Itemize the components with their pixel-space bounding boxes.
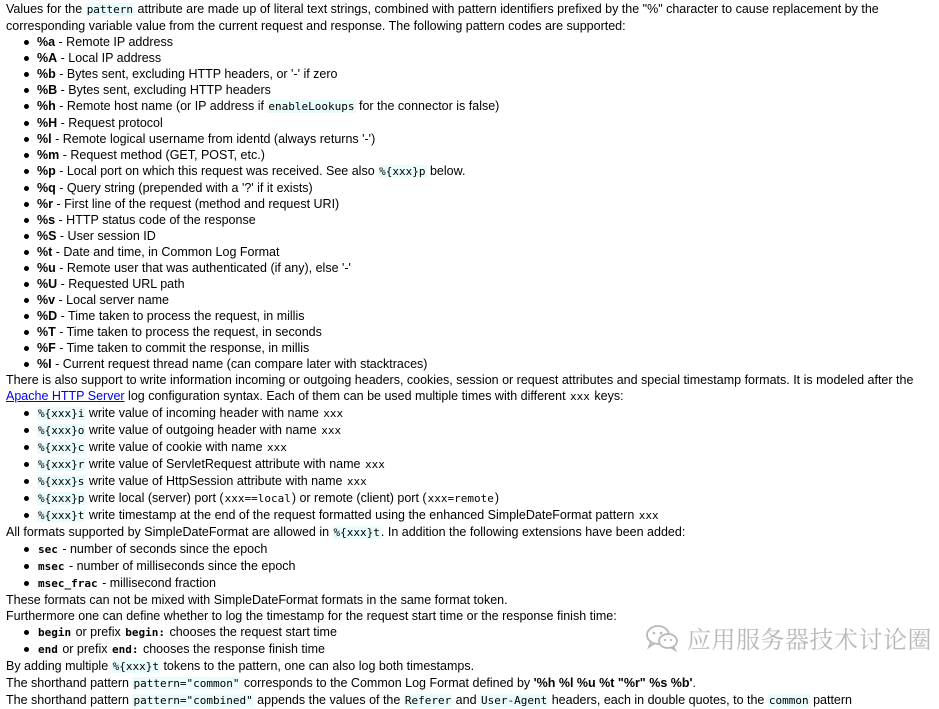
pattern-code: %v: [37, 293, 56, 307]
token-code: %{xxx}r: [38, 458, 85, 471]
pattern-desc: - First line of the request (method and request URI): [52, 197, 340, 211]
pattern-code-item: [37, 50, 936, 66]
pattern-desc: - Local IP address: [57, 51, 162, 65]
pattern-code-item: [37, 292, 936, 308]
paragraph-text: . In addition the following extensions have been added:: [380, 525, 686, 539]
token-code: %{xxx}c: [38, 441, 85, 454]
pattern-desc: - Request protocol: [57, 116, 163, 130]
start-end-prefix: end:: [111, 643, 139, 656]
pattern-desc-tail: for the connector is false): [355, 99, 500, 113]
watermark: [645, 624, 932, 656]
pattern-code-item: [37, 82, 936, 98]
token-code: %{xxx}o: [38, 424, 85, 437]
token-desc: write local (server) port (: [85, 491, 224, 505]
pattern-code-item: [37, 163, 936, 180]
start-end-prefix: begin:: [125, 626, 165, 639]
token-desc: ) or remote (client) port (: [291, 491, 427, 505]
paragraph-text: appends the values of the: [253, 693, 404, 707]
pattern-desc-tail: below.: [426, 164, 466, 178]
paragraph-text: All formats supported by SimpleDateFormat are allowed in: [6, 525, 333, 539]
pattern-code: %b: [37, 67, 56, 81]
start-end-text: or prefix: [72, 625, 125, 639]
pattern-desc: - Query string (prepended with a '?' if it exists): [55, 181, 313, 195]
pattern-code: %S: [37, 229, 57, 243]
extension-item: [37, 541, 936, 558]
extension-desc: - millisecond fraction: [98, 576, 217, 590]
paragraph-text: log configuration syntax. Each of them can be used multiple times with different: [124, 389, 570, 403]
wechat-icon: [645, 624, 679, 656]
token-item: [37, 473, 936, 490]
pattern-code-item: [37, 260, 936, 276]
extension-desc: - number of seconds since the epoch: [58, 542, 268, 556]
pattern-desc: - Bytes sent, excluding HTTP headers, or '-' if zero: [55, 67, 338, 81]
inline-code: xxx: [638, 509, 659, 522]
token-desc: write value of HttpSession attribute with name: [85, 474, 346, 488]
start-end-code: end: [38, 643, 58, 656]
paragraph-text: and: [452, 693, 480, 707]
headers-paragraph: [6, 372, 936, 405]
pattern-code: %A: [37, 51, 58, 65]
inline-code: common: [768, 694, 809, 707]
pattern-desc: - Remote host name (or IP address if: [55, 99, 268, 113]
pattern-code: %m: [37, 148, 60, 162]
token-item: [37, 405, 936, 422]
start-end-desc: chooses the response finish time: [139, 642, 326, 656]
token-code: %{xxx}s: [38, 475, 85, 488]
paragraph-text: The shorthand pattern: [6, 676, 133, 690]
pattern-code-list: [6, 34, 936, 372]
extension-code: msec: [38, 560, 65, 573]
token-item: [37, 456, 936, 473]
pattern-desc: - Remote logical username from identd (always returns '-'): [51, 132, 376, 146]
watermark-text: 应用服务器技术讨论圈: [687, 626, 932, 654]
inline-code: xxx==local: [224, 492, 291, 505]
token-desc: write timestamp at the end of the request formatted using the enhanced SimpleDateFormat pattern: [85, 508, 638, 522]
bold-pattern: '%h %l %u %t "%r" %s %b': [533, 676, 693, 690]
paragraph-text: corresponds to the Common Log Format defined by: [240, 676, 534, 690]
formats-paragraph: [6, 524, 936, 541]
extension-list: [6, 541, 936, 592]
token-desc: write value of ServletRequest attribute with name: [85, 457, 364, 471]
token-desc: write value of incoming header with name: [85, 406, 323, 420]
pattern-desc: - Local port on which this request was received. See also: [55, 164, 379, 178]
pattern-desc: - Current request thread name (can compare later with stacktraces): [51, 357, 428, 371]
pattern-code-item: [37, 308, 936, 324]
pattern-code-item: [37, 147, 936, 163]
pattern-code-item: [37, 340, 936, 356]
inline-code: User-Agent: [481, 694, 548, 707]
pattern-code: %U: [37, 277, 58, 291]
token-item: [37, 507, 936, 524]
extension-item: [37, 558, 936, 575]
pattern-desc: - User session ID: [56, 229, 156, 243]
pattern-code: %p: [37, 164, 56, 178]
pattern-code: %I: [37, 357, 52, 371]
start-end-desc: chooses the request start time: [165, 625, 337, 639]
pattern-code: %a: [37, 35, 56, 49]
pattern-desc: - Local server name: [55, 293, 170, 307]
paragraph-text: .: [692, 676, 696, 690]
token-desc: ): [494, 491, 499, 505]
pattern-desc: - Requested URL path: [57, 277, 185, 291]
inline-code: xxx: [346, 475, 367, 488]
pattern-desc: - Remote IP address: [55, 35, 173, 49]
token-code: %{xxx}t: [38, 509, 85, 522]
inline-code: xxx: [570, 390, 590, 403]
pattern-desc: - Date and time, in Common Log Format: [52, 245, 280, 259]
pattern-code: %F: [37, 341, 56, 355]
pattern-code-item: [37, 115, 936, 131]
pattern-code-item: [37, 228, 936, 244]
common-paragraph: [6, 675, 936, 692]
pattern-desc: - Remote user that was authenticated (if any), else '-': [55, 261, 351, 275]
pattern-code: %T: [37, 325, 56, 339]
inline-code: pattern="common": [133, 677, 240, 690]
further-paragraph: Furthermore one can define whether to log the timestamp for the request start time or the response finish time:: [6, 609, 617, 623]
pattern-code-item: [37, 131, 936, 147]
paragraph-text: There is also support to write information incoming or outgoing headers, cookies, session or request attributes and special timestamp formats. It is modeled after the: [6, 373, 914, 387]
intro-text: attribute are made up of literal text strings, combined with pattern identifiers prefixed by the "%" character to cause replacement by the corresponding variable value from the current request and response. The following pattern codes are supported:: [6, 2, 879, 33]
start-end-text: or prefix: [58, 642, 111, 656]
pattern-code: %h: [37, 99, 56, 113]
pattern-code-item: [37, 356, 936, 372]
start-end-code: begin: [38, 626, 72, 639]
mix-paragraph: These formats can not be mixed with SimpleDateFormat formats in the same format token.: [6, 593, 508, 607]
inline-code: xxx=remote: [427, 492, 494, 505]
extension-item: [37, 575, 936, 592]
pattern-code: %H: [37, 116, 58, 130]
pattern-code: %q: [37, 181, 56, 195]
inline-code: xxx: [267, 441, 287, 454]
pattern-code-item: [37, 244, 936, 260]
pattern-desc: - Time taken to process the request, in seconds: [55, 325, 322, 339]
inline-code: Referer: [404, 694, 452, 707]
intro-text: Values for the: [6, 2, 86, 16]
apache-http-server-link[interactable]: Apache HTTP Server: [6, 389, 125, 403]
token-desc: write value of cookie with name: [85, 440, 266, 454]
inline-code: pattern="combined": [133, 694, 253, 707]
token-list: [6, 405, 936, 524]
pattern-desc: - Request method (GET, POST, etc.): [59, 148, 265, 162]
token-item: [37, 490, 936, 507]
pattern-desc: - Time taken to process the request, in millis: [57, 309, 305, 323]
document-body: [6, 1, 936, 709]
combined-paragraph: [6, 692, 936, 709]
pattern-code-item: [37, 276, 936, 292]
pattern-code: %r: [37, 197, 53, 211]
pattern-code: %D: [37, 309, 58, 323]
token-code: %{xxx}i: [38, 407, 85, 420]
inline-code: enableLookups: [268, 100, 355, 113]
token-item: [37, 422, 936, 439]
pattern-code: %l: [37, 132, 52, 146]
pattern-code-item: [37, 324, 936, 340]
pattern-code: %s: [37, 213, 56, 227]
adding-paragraph: [6, 658, 936, 675]
paragraph-text: The shorthand pattern: [6, 693, 133, 707]
pattern-code-item: [37, 66, 936, 82]
inline-code: xxx: [323, 407, 344, 420]
pattern-code-item: [37, 212, 936, 228]
extension-code: msec_frac: [38, 577, 98, 590]
pattern-desc: - Bytes sent, excluding HTTP headers: [57, 83, 271, 97]
pattern-desc: - Time taken to commit the response, in millis: [55, 341, 310, 355]
pattern-code: %B: [37, 83, 58, 97]
token-desc: write value of outgoing header with name: [85, 423, 321, 437]
pattern-code: %t: [37, 245, 53, 259]
extension-code: sec: [38, 543, 58, 556]
extension-desc: - number of milliseconds since the epoch: [65, 559, 296, 573]
token-item: [37, 439, 936, 456]
inline-code: xxx: [321, 424, 342, 437]
paragraph-text: By adding multiple: [6, 659, 112, 673]
pattern-code-item: [37, 34, 936, 50]
intro-paragraph: [6, 1, 936, 34]
pattern-code-item: [37, 98, 936, 115]
paragraph-text: keys:: [590, 389, 624, 403]
paragraph-text: pattern: [809, 693, 852, 707]
inline-code: pattern: [86, 3, 134, 16]
token-code: %{xxx}p: [38, 492, 85, 505]
paragraph-text: headers, each in double quotes, to the: [548, 693, 768, 707]
inline-code: %{xxx}t: [333, 526, 380, 539]
pattern-code: %u: [37, 261, 56, 275]
inline-code: %{xxx}t: [112, 660, 159, 673]
inline-code: xxx: [364, 458, 385, 471]
pattern-code-item: [37, 196, 936, 212]
pattern-code-item: [37, 180, 936, 196]
inline-code: %{xxx}p: [379, 165, 426, 178]
pattern-desc: - HTTP status code of the response: [55, 213, 256, 227]
paragraph-text: tokens to the pattern, one can also log both timestamps.: [159, 659, 475, 673]
